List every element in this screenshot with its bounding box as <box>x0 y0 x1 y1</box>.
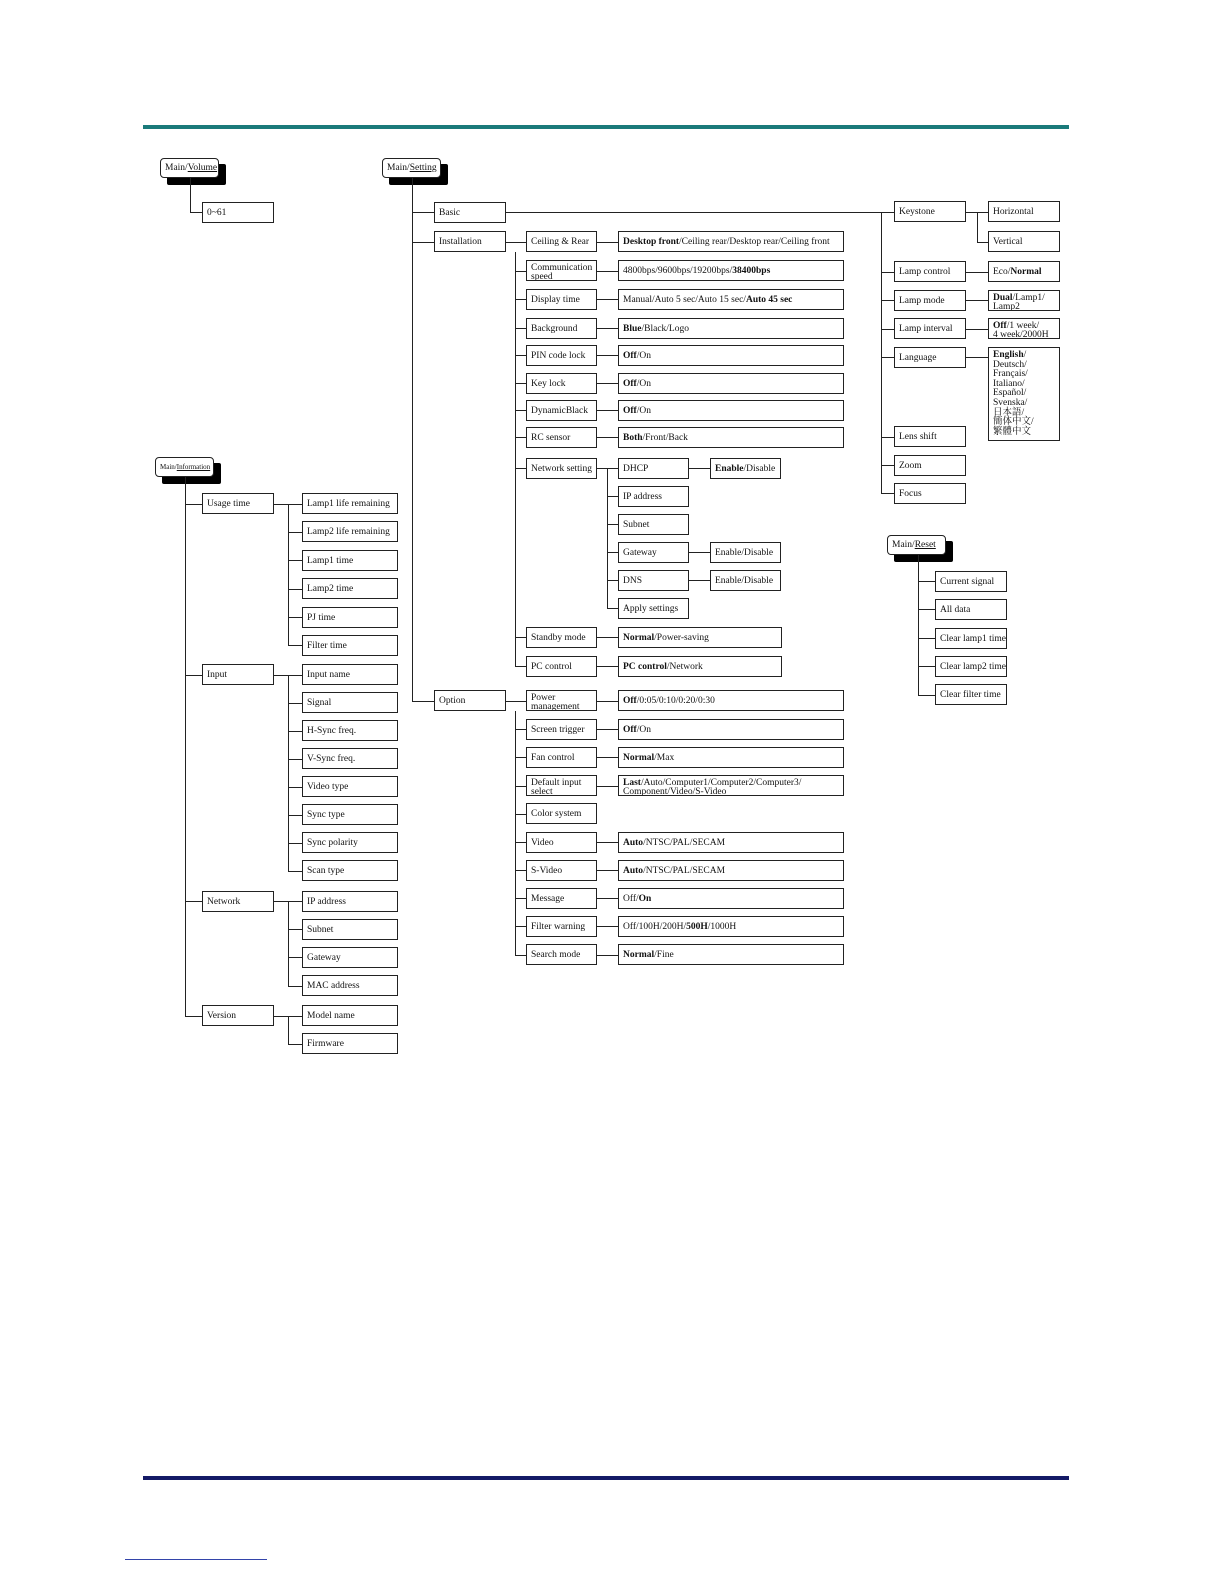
net-dns: DNS <box>618 570 689 591</box>
connector <box>412 701 434 702</box>
filter-warning-value: Off/100H/200H/ 500H /1000H <box>618 916 844 937</box>
connector <box>515 786 526 787</box>
basic-focus: Focus <box>894 483 966 504</box>
connector <box>515 898 526 899</box>
connector <box>288 929 302 930</box>
input-v-sync: V-Sync freq. <box>302 748 398 769</box>
info-version: Version <box>202 1005 274 1026</box>
connector <box>185 901 202 902</box>
connector <box>597 666 618 667</box>
inst-network-setting: Network setting <box>526 458 597 479</box>
inst-key-lock: Key lock <box>526 373 597 394</box>
network-subnet: Subnet <box>302 919 398 940</box>
connector <box>185 504 202 505</box>
footer-rule <box>143 1476 1069 1480</box>
connector <box>185 675 202 676</box>
connector <box>597 955 618 956</box>
basic-language: Language <box>894 347 966 368</box>
connector <box>515 955 526 956</box>
connector <box>185 1016 202 1017</box>
usage-pj-time: PJ time <box>302 607 398 628</box>
connector <box>918 581 935 582</box>
usage-lamp1-life: Lamp1 life remaining <box>302 493 398 514</box>
basic-lamp-control: Lamp control <box>894 261 966 282</box>
background-value: Blue /Black/Logo <box>618 318 844 339</box>
connector <box>689 580 710 581</box>
connector <box>597 355 618 356</box>
connector <box>607 580 618 581</box>
connector <box>597 757 618 758</box>
connector <box>966 272 988 273</box>
inst-background: Background <box>526 318 597 339</box>
opt-screen-trigger: Screen trigger <box>526 719 597 740</box>
connector <box>607 608 618 609</box>
connector <box>597 328 618 329</box>
reset-clear-lamp1-time: Clear lamp1 time <box>935 628 1007 649</box>
input-sync-type: Sync type <box>302 804 398 825</box>
root-main-information: Main/ Information <box>155 457 214 477</box>
connector <box>288 504 289 645</box>
connector <box>597 870 618 871</box>
reset-clear-lamp2-time: Clear lamp2 time <box>935 656 1007 677</box>
connector <box>966 357 988 358</box>
connector <box>597 637 618 638</box>
connector <box>515 757 526 758</box>
opt-video: Video <box>526 832 597 853</box>
connector <box>607 552 618 553</box>
opt-filter-warning: Filter warning <box>526 916 597 937</box>
connector <box>881 272 894 273</box>
inst-dynamic-black: DynamicBlack <box>526 400 597 421</box>
inst-communication-speed: Communication speed <box>526 260 597 281</box>
connector <box>412 178 413 702</box>
connector <box>597 437 618 438</box>
connector <box>190 178 191 212</box>
display-time-value: Manual/Auto 5 sec/Auto 15 sec/ Auto 45 sec <box>618 289 844 310</box>
reset-current-signal: Current signal <box>935 571 1007 592</box>
connector <box>288 560 302 561</box>
search-mode-value: Normal /Fine <box>618 944 844 965</box>
connector <box>506 212 894 213</box>
connector <box>977 242 988 243</box>
connector <box>966 329 988 330</box>
connector <box>515 870 526 871</box>
connector <box>288 703 302 704</box>
input-sync-polarity: Sync polarity <box>302 832 398 853</box>
standby-mode-value: Normal /Power-saving <box>618 627 782 648</box>
usage-lamp1-time: Lamp1 time <box>302 550 398 571</box>
input-scan-type: Scan type <box>302 860 398 881</box>
connector <box>515 383 526 384</box>
input-name: Input name <box>302 664 398 685</box>
root-main-setting: Main/ Setting <box>382 158 441 178</box>
video-value: Auto /NTSC/PAL/SECAM <box>618 832 844 853</box>
setting-option: Option <box>434 690 506 711</box>
inst-display-time: Display time <box>526 289 597 310</box>
connector <box>515 437 526 438</box>
connector <box>597 383 618 384</box>
basic-zoom: Zoom <box>894 455 966 476</box>
info-usage-time: Usage time <box>202 493 274 514</box>
connector <box>288 759 302 760</box>
connector <box>288 787 302 788</box>
connector <box>597 926 618 927</box>
connector <box>597 242 618 243</box>
gateway-value: Enable/Disable <box>710 542 781 563</box>
connector <box>607 496 618 497</box>
connector <box>288 957 302 958</box>
basic-lamp-interval: Lamp interval <box>894 318 966 339</box>
connector <box>515 328 526 329</box>
connector <box>597 701 618 702</box>
connector <box>288 589 302 590</box>
connector <box>918 638 935 639</box>
connector <box>515 299 526 300</box>
s-video-value: Auto /NTSC/PAL/SECAM <box>618 860 844 881</box>
connector <box>515 926 526 927</box>
dns-value: Enable/Disable <box>710 570 781 591</box>
connector <box>412 212 434 213</box>
connector <box>515 410 526 411</box>
connector <box>288 901 289 986</box>
connector <box>597 729 618 730</box>
connector <box>607 524 618 525</box>
pc-control-value: PC control /Network <box>618 656 782 677</box>
connector <box>607 468 608 608</box>
input-h-sync: H-Sync freq. <box>302 720 398 741</box>
connector <box>288 843 302 844</box>
root-main-volume: Main/ Volume <box>160 158 219 178</box>
inst-ceiling-rear: Ceiling & Rear <box>526 231 597 252</box>
inst-pin-code-lock: PIN code lock <box>526 345 597 366</box>
network-ip-address: IP address <box>302 891 398 912</box>
network-gateway: Gateway <box>302 947 398 968</box>
connector <box>881 300 894 301</box>
connector <box>288 731 302 732</box>
root-main-reset: Main/ Reset <box>887 535 946 555</box>
fan-control-value: Normal /Max <box>618 747 844 768</box>
connector <box>515 637 526 638</box>
connector <box>881 212 882 493</box>
default-input-value: Last/Auto/Computer1/Computer2/Computer3/ Component/Video/S-Video <box>618 775 844 796</box>
lamp-control-value: Eco/ Normal <box>988 261 1060 282</box>
connector <box>506 701 526 702</box>
screen-trigger-value: Off /On <box>618 719 844 740</box>
connector <box>918 695 935 696</box>
connector <box>288 815 302 816</box>
keystone-horizontal: Horizontal <box>988 201 1060 222</box>
connector <box>597 898 618 899</box>
connector <box>597 299 618 300</box>
communication-speed-value: 4800bps/9600bps/19200bps/ 38400bps <box>618 260 844 281</box>
inst-standby-mode: Standby mode <box>526 627 597 648</box>
connector <box>597 786 618 787</box>
connector <box>597 410 618 411</box>
inst-rc-sensor: RC sensor <box>526 427 597 448</box>
connector <box>918 609 935 610</box>
connector <box>597 842 618 843</box>
power-management-value: Off /0:05/0:10/0:20/0:30 <box>618 690 844 711</box>
key-lock-value: Off /On <box>618 373 844 394</box>
connector <box>881 357 894 358</box>
connector <box>881 437 894 438</box>
rc-sensor-value: Both /Front/Back <box>618 427 844 448</box>
connector <box>881 493 894 494</box>
opt-s-video: S-Video <box>526 860 597 881</box>
connector <box>918 555 919 695</box>
reset-all-data: All data <box>935 599 1007 620</box>
language-value: English/ Deutsch/ Français/ Italiano/ Español/ Svenska/ 日本語/ 簡体中文/ 繁體中文 <box>988 347 1060 441</box>
connector <box>689 552 710 553</box>
connector <box>966 300 988 301</box>
net-dhcp: DHCP <box>618 458 689 479</box>
connector <box>597 271 618 272</box>
connector <box>288 617 302 618</box>
dhcp-value: Enable /Disable <box>710 458 781 479</box>
opt-fan-control: Fan control <box>526 747 597 768</box>
opt-color-system: Color system <box>526 803 597 824</box>
connector <box>515 271 526 272</box>
input-video-type: Video type <box>302 776 398 797</box>
connector <box>288 645 302 646</box>
connector <box>288 1016 289 1044</box>
opt-search-mode: Search mode <box>526 944 597 965</box>
setting-basic: Basic <box>434 202 506 223</box>
connector <box>689 468 710 469</box>
connector <box>185 477 186 1016</box>
connector <box>515 814 526 815</box>
input-signal: Signal <box>302 692 398 713</box>
net-gateway: Gateway <box>618 542 689 563</box>
pin-code-lock-value: Off /On <box>618 345 844 366</box>
connector <box>918 666 935 667</box>
basic-lens-shift: Lens shift <box>894 426 966 447</box>
connector <box>288 986 302 987</box>
network-mac-address: MAC address <box>302 975 398 996</box>
connector <box>515 468 526 469</box>
connector <box>515 729 526 730</box>
opt-message: Message <box>526 888 597 909</box>
lamp-interval-value: Off/1 week/ 4 week/2000H <box>988 318 1060 339</box>
info-input: Input <box>202 664 274 685</box>
inst-pc-control: PC control <box>526 656 597 677</box>
ceiling-rear-value: Desktop front /Ceiling rear/Desktop rear/Ceiling front <box>618 231 844 252</box>
setting-installation: Installation <box>434 231 506 252</box>
connector <box>515 711 516 955</box>
reset-clear-filter-time: Clear filter time <box>935 684 1007 705</box>
connector <box>977 212 978 242</box>
usage-lamp2-time: Lamp2 time <box>302 578 398 599</box>
opt-default-input-select: Default input select <box>526 775 597 796</box>
keystone-vertical: Vertical <box>988 231 1060 252</box>
connector <box>288 675 289 871</box>
connector <box>190 212 202 213</box>
dynamic-black-value: Off /On <box>618 400 844 421</box>
basic-keystone: Keystone <box>894 201 966 222</box>
connector <box>881 465 894 466</box>
connector <box>881 329 894 330</box>
volume-range: 0~61 <box>202 202 274 223</box>
version-model-name: Model name <box>302 1005 398 1026</box>
footer-underline <box>125 1559 267 1560</box>
connector <box>515 666 526 667</box>
header-rule <box>143 125 1069 129</box>
usage-lamp2-life: Lamp2 life remaining <box>302 521 398 542</box>
connector <box>515 252 516 666</box>
connector <box>288 532 302 533</box>
connector <box>515 842 526 843</box>
net-ip-address: IP address <box>618 486 689 507</box>
message-value: Off/ On <box>618 888 844 909</box>
info-network: Network <box>202 891 274 912</box>
version-firmware: Firmware <box>302 1033 398 1054</box>
opt-power-management: Power management <box>526 690 597 711</box>
connector <box>515 355 526 356</box>
connector <box>288 1044 302 1045</box>
net-apply-settings: Apply settings <box>618 598 689 619</box>
connector <box>412 242 434 243</box>
connector <box>506 242 526 243</box>
usage-filter-time: Filter time <box>302 635 398 656</box>
connector <box>288 871 302 872</box>
basic-lamp-mode: Lamp mode <box>894 290 966 311</box>
lamp-mode-value: Dual/Lamp1/ Lamp2 <box>988 290 1060 311</box>
net-subnet: Subnet <box>618 514 689 535</box>
